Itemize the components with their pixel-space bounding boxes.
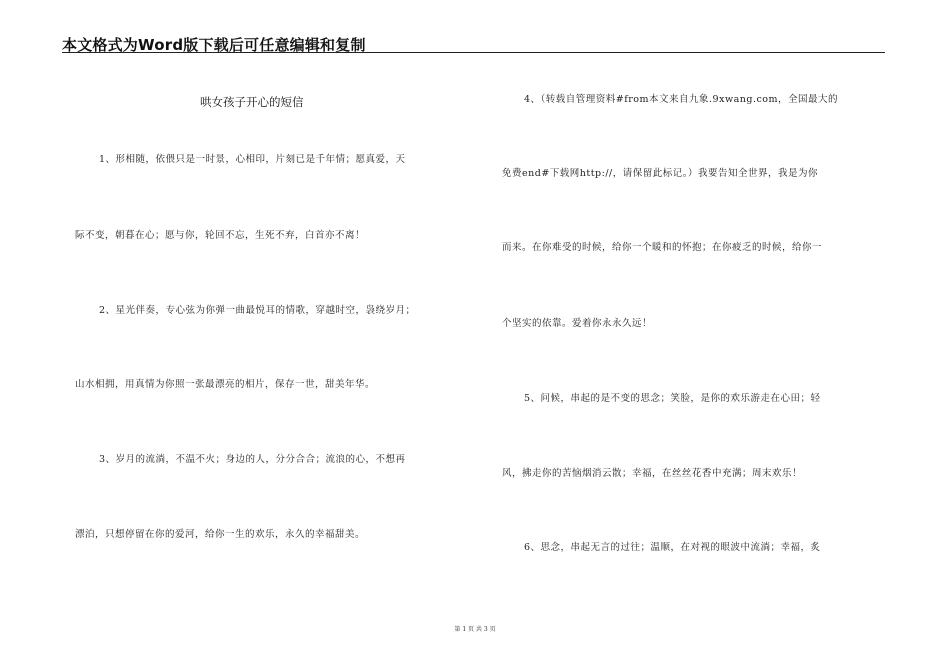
paragraph-line: 5、问候，串起的是不变的思念；笑脸，是你的欢乐游走在心田；轻 — [524, 393, 821, 404]
right-column — [502, 0, 885, 672]
paragraph-line: 3、岁月的流淌，不温不火；身边的人，分分合合；流浪的心，不想再 — [99, 454, 406, 465]
paragraph-line: 免费end#下载网http://，请保留此标记。）我要告知全世界，我是为你 — [502, 168, 818, 179]
paragraph-line: 风，拂走你的苦恼烟消云散；幸福，在丝丝花香中充满；周末欢乐！ — [502, 468, 803, 479]
document-banner: 本文格式为Word版下载后可任意编辑和复制 — [62, 36, 366, 54]
paragraph-line: 而来。在你难受的时候，给你一个暖和的怀抱；在你疲乏的时候，给你一 — [502, 242, 823, 253]
paragraph-line: 2、星光伴奏，专心弦为你弹一曲最悦耳的情歌，穿越时空，袅绕岁月； — [99, 305, 416, 316]
paragraph-line: 1、形相随，依偎只是一时景，心相印，片刻已是千年情；愿真爱，天 — [99, 154, 406, 165]
paragraph-line: 4、（转载自管理资料#from本文来自九象.9xwang.com，全国最大的 — [524, 94, 839, 105]
page-number: 第 1 页 共 3 页 — [454, 626, 496, 633]
left-column — [75, 0, 463, 672]
document-title: 哄女孩子开心的短信 — [200, 95, 304, 109]
paragraph-line: 个坚实的依靠。爱着你永永久远！ — [502, 318, 653, 329]
paragraph-line: 际不变，朝暮在心；愿与你，轮回不忘，生死不弃，白首亦不离！ — [75, 230, 366, 241]
paragraph-line: 山水相拥，用真情为你照一张最漂亮的相片，保存一世，甜美年华。 — [75, 379, 376, 390]
paragraph-line: 漂泊，只想停留在你的爱河，给你一生的欢乐，永久的幸福甜美。 — [75, 529, 366, 540]
paragraph-line: 6、思念，串起无言的过往；温顺，在对视的眼波中流淌；幸福，炙 — [524, 542, 821, 553]
